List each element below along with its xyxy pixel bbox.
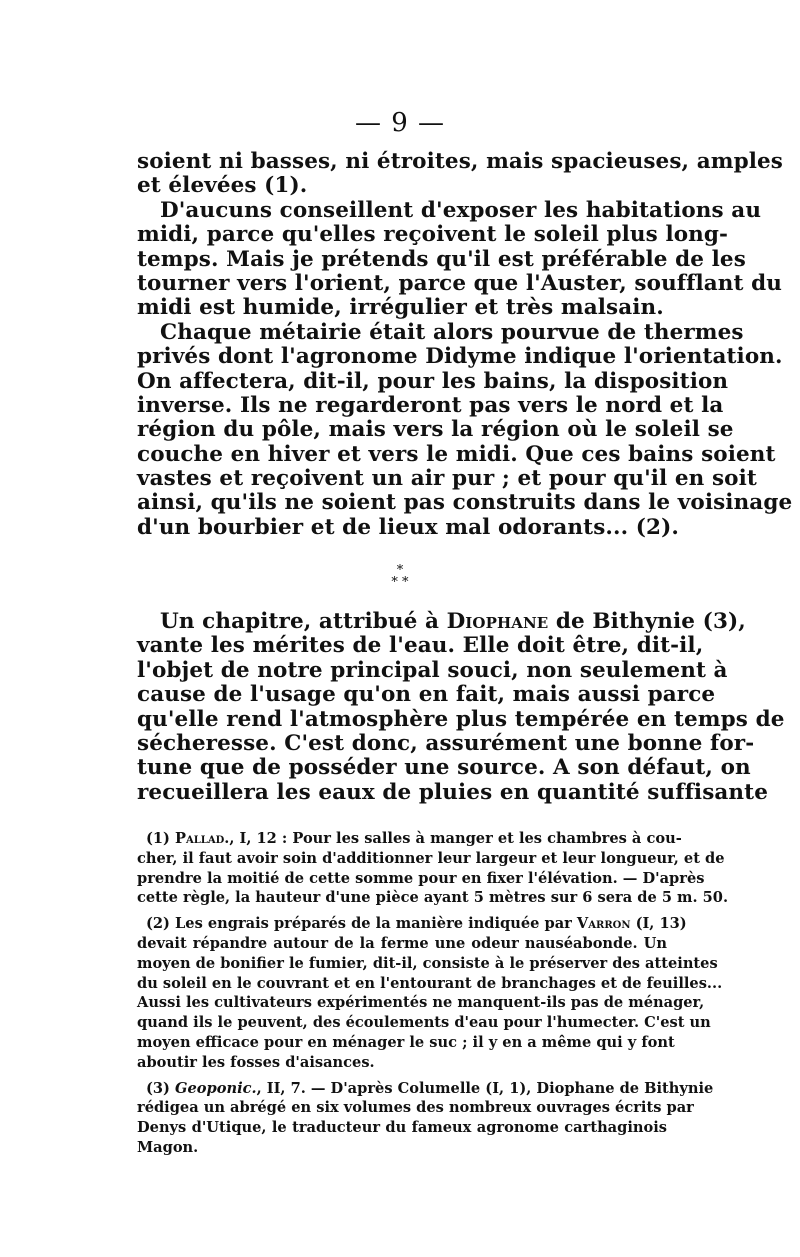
footnotes xyxy=(137,829,729,1158)
text-line: vastes et reçoivent un air pur ; et pour qu'il en soit xyxy=(137,466,757,492)
text-line: D'aucuns conseillent d'exposer les habitations au xyxy=(160,197,762,223)
section-ornament xyxy=(0,565,800,589)
text-line: région du pôle, mais vers la région où le soleil se xyxy=(137,417,734,443)
text-line: vante les mérites de l'eau. Elle doit être, dit-il, xyxy=(137,633,704,659)
footnote-line: cette règle, la hauteur d'une pièce ayant 5 mètres sur 6 sera de 5 m. 50. xyxy=(137,889,729,907)
footnote-line: cher, il faut avoir soin d'additionner leur largeur et leur longueur, et de xyxy=(137,849,725,867)
text-line: sécheresse. C'est donc, assurément une bonne for- xyxy=(137,730,755,756)
text-line: privés dont l'agronome Didyme indique l'orientation. xyxy=(137,344,783,370)
main-text-bottom xyxy=(137,609,785,805)
footnote-line: devait répandre autour de la ferme une odeur nauséabonde. Un xyxy=(137,934,667,952)
author-name: Pallad. xyxy=(175,830,230,847)
text-span: Un chapitre, attribué à xyxy=(160,609,447,634)
source-title: Geoponic. xyxy=(175,1079,257,1097)
text-line: qu'elle rend l'atmosphère plus tempérée en temps de xyxy=(137,706,785,732)
text-span: (I, 13) xyxy=(630,915,687,933)
text-line: On affectera, dit-il, pour les bains, la disposition xyxy=(137,368,729,394)
page-number: — 9 — xyxy=(354,108,446,138)
text-line: midi est humide, irrégulier et très malsain. xyxy=(137,295,664,321)
text-line: couche en hiver et vers le midi. Que ces bains soient xyxy=(137,441,776,467)
text-line: Chaque métairie était alors pourvue de thermes xyxy=(160,319,744,345)
text-line: ainsi, qu'ils ne soient pas construits dans le voisinage xyxy=(137,490,793,516)
footnote-line: aboutir les fosses d'aisances. xyxy=(137,1053,375,1071)
footnote-line: Aussi les cultivateurs expérimentés ne manquent-ils pas de ménager, xyxy=(137,994,705,1012)
text-line: recueillera les eaux de pluies en quantité suffisante xyxy=(137,779,768,805)
text-line xyxy=(137,609,746,634)
text-line: cause de l'usage qu'on en fait, mais aussi parce xyxy=(137,682,716,708)
text-span: (2) Les engrais préparés de la manière indiquée par xyxy=(146,915,577,933)
footnote-line xyxy=(137,914,687,934)
text-span: (3) xyxy=(146,1079,176,1097)
text-line: tune que de posséder une source. A son défaut, on xyxy=(137,755,751,781)
text-line: midi, parce qu'elles reçoivent le soleil plus long- xyxy=(137,222,729,248)
text-span: (1) xyxy=(146,830,176,847)
author-name: Diophane xyxy=(446,609,549,634)
footnote-line xyxy=(137,1079,714,1099)
text-line: soient ni basses, ni étroites, mais spacieuses, amples xyxy=(137,149,783,174)
author-name: Varron xyxy=(576,915,631,933)
ornament-star-top: * xyxy=(396,563,404,578)
text-span: , II, 7. — D'après Columelle (I, 1), Diophane de Bithynie xyxy=(256,1079,714,1097)
footnote-line: moyen de bonifier le fumier, dit-il, consiste à le préserver des atteintes xyxy=(137,954,718,972)
text-span: , I, 12 : Pour les salles à manger et les chambres à cou- xyxy=(229,830,682,847)
ornament-stars-bottom: * * xyxy=(391,575,409,590)
text-line: inverse. Ils ne regarderont pas vers le nord et la xyxy=(137,392,724,418)
footnote-line: Magon. xyxy=(137,1138,199,1156)
footnote-line: du soleil en le couvrant et en l'entourant de branchages et de feuilles... xyxy=(137,974,723,992)
text-line: d'un bourbier et de lieux mal odorants... (2). xyxy=(137,514,679,540)
main-text-top xyxy=(137,149,793,540)
footnote-line xyxy=(137,829,682,849)
footnote-line: rédigea un abrégé en six volumes des nombreux ouvrages écrits par xyxy=(137,1099,694,1117)
footnote-line: prendre la moitié de cette somme pour en fixer l'élévation. — D'après xyxy=(137,869,705,887)
footnote-line: moyen efficace pour en ménager le suc ; il y en a même qui y font xyxy=(137,1033,675,1051)
text-line: l'objet de notre principal souci, non seulement à xyxy=(137,657,728,683)
footnote-line: quand ils le peuvent, des écoulements d'eau pour l'humecter. C'est un xyxy=(137,1014,711,1032)
footnote-line: Denys d'Utique, le traducteur du fameux agronome carthaginois xyxy=(137,1119,667,1137)
text-line: tourner vers l'orient, parce que l'Auster, soufflant du xyxy=(137,270,783,296)
text-span: de Bithynie (3), xyxy=(548,609,746,634)
text-line: et élevées (1). xyxy=(137,173,308,199)
text-line: temps. Mais je prétends qu'il est préférable de les xyxy=(137,246,746,272)
